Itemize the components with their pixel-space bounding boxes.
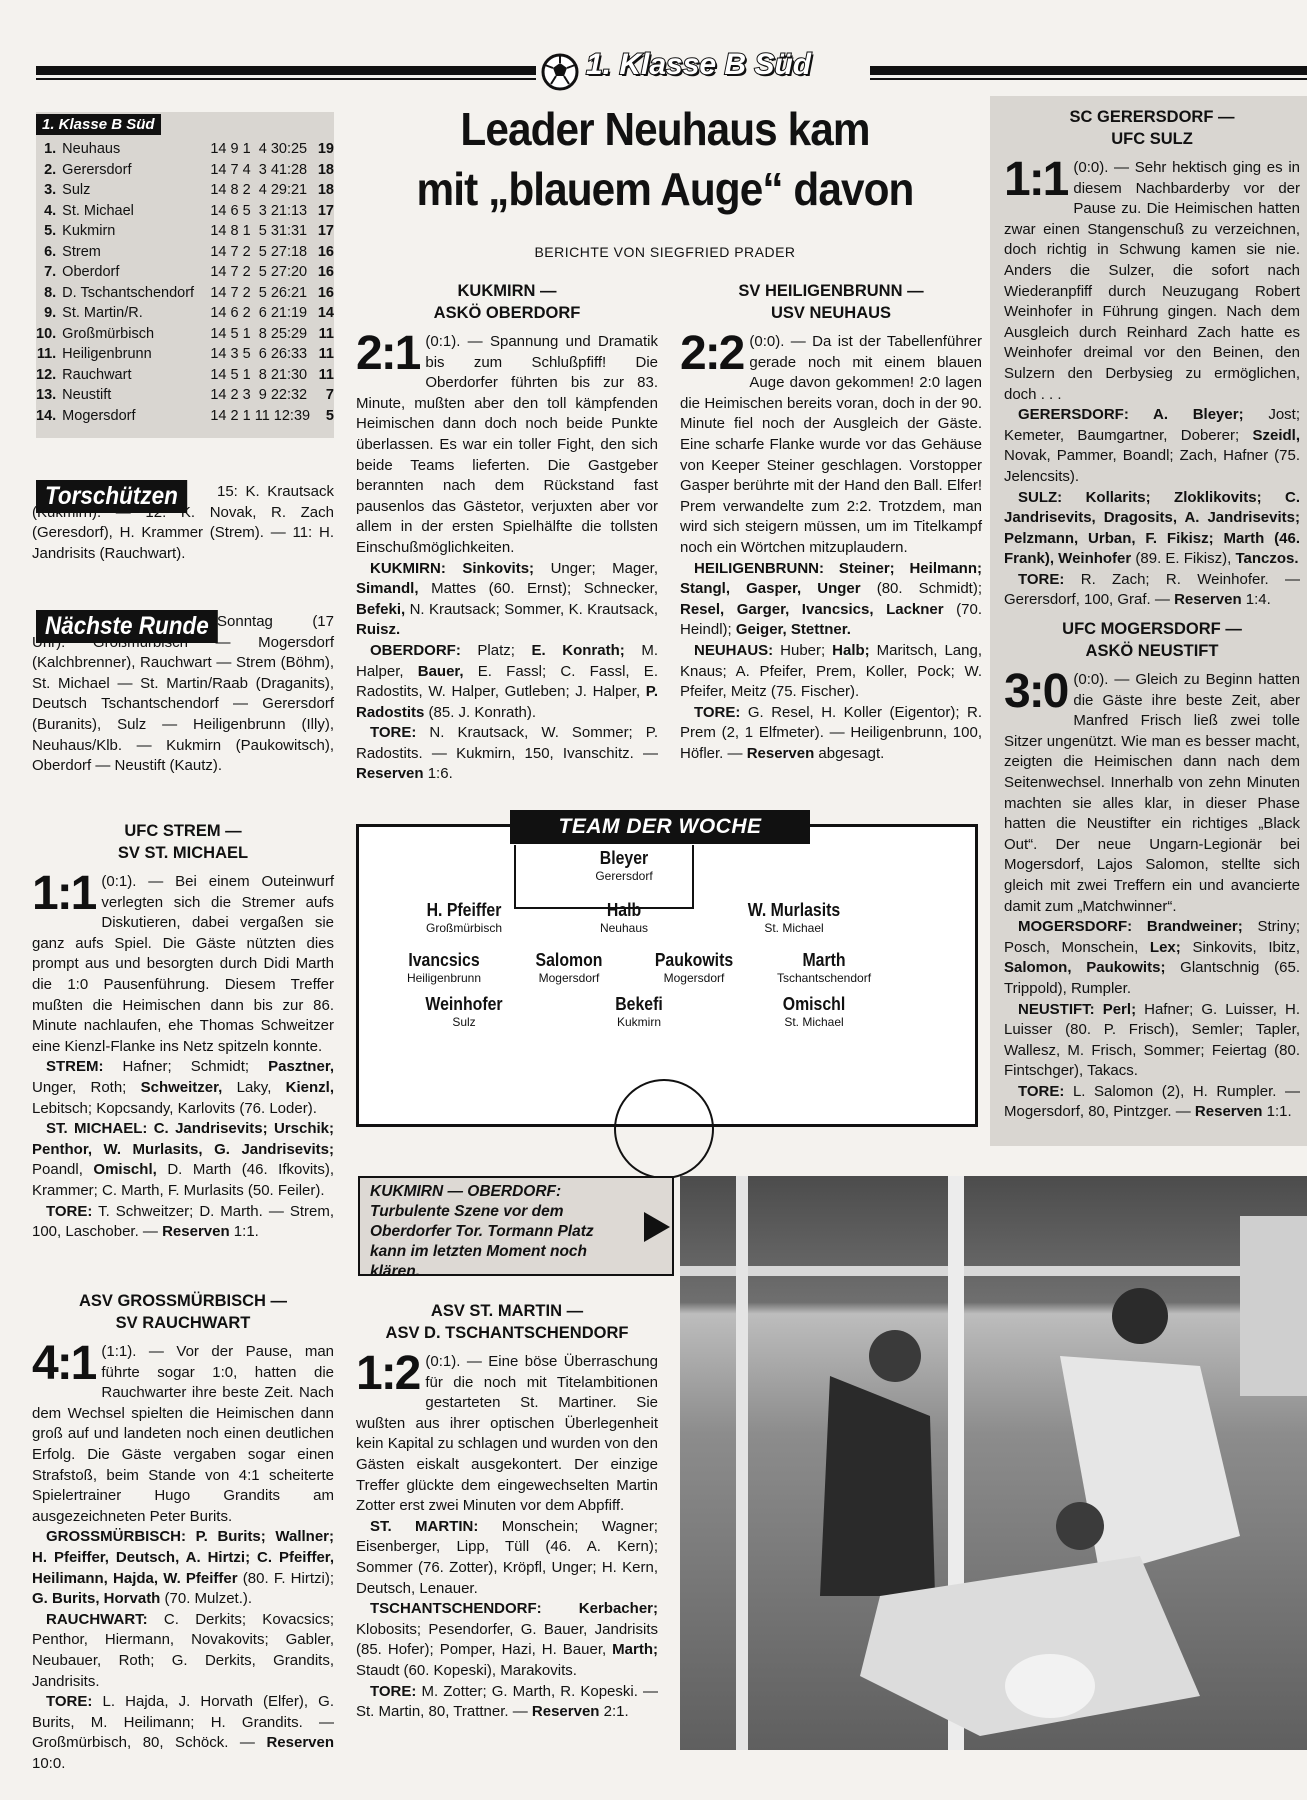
standings-row <box>36 201 334 222</box>
lineup-home: MOGERSDORF: Brandweiner; Striny; Posch, Monschein, Lex; Sinkovits, Ibitz, Salomon, Paukowits; Glantschnig (65. Trippold), Rumpler. <box>1004 918 1300 997</box>
report-text: (0:1). — Eine böse Überraschung für die noch mit Titelambitionen gestarteten St. Martiner. Sie wußten aus ihrer optischen Überlegenheit kein Kapital zu schlagen und wurden von den Gästen eiskalt ausgekontert. Der einzige Treffer glückte dem eingewechselten Martin Zotter erst zwei Minuten vor dem Abpfiff. <box>356 1353 658 1515</box>
standings-table <box>36 139 334 426</box>
standings-stats: 14 3 5 6 26:33 <box>210 346 308 363</box>
standings-rank: 9. <box>44 305 57 322</box>
player-club: Sulz <box>452 1015 476 1029</box>
match-title: KUKMIRN — ASKÖ OBERDORF <box>433 282 581 322</box>
lineup-home: ST. MARTIN: Monschein; Wagner; Eisenberger, Lipp, Tüll (46. A. Kern); Sommer (76. Zotter), Kröpfl, Unger; H. Kern, Deutsch, Lenauer. <box>356 1517 658 1597</box>
standings-stats: 14 6 5 3 21:13 <box>210 202 308 219</box>
match-photo-scene <box>680 1176 1307 1750</box>
standings-row <box>36 180 334 201</box>
photo-caption: KUKMIRN — OBERDORF: Turbulente Szene vor dem Oberdorfer Tor. Tormann Platz kann im letzten Moment noch klären. <box>358 1176 674 1276</box>
player-club: Tschantschendorf <box>776 971 872 985</box>
standings-row <box>36 406 334 427</box>
standings-rank: 8. <box>44 284 57 301</box>
standings-rank: 14. <box>36 407 57 424</box>
lineup-away: NEUSTIFT: Perl; Hafner; G. Luisser, H. Luisser (80. P. Frisch), Semler; Tapler, Wallesz, M. Frisch, Sommer; Feiertag (80. Fintschger), Takacs. <box>1004 1000 1300 1080</box>
standings-points: 18 <box>317 182 334 199</box>
standings-row <box>36 242 334 263</box>
match-title: UFC STREM — SV ST. MICHAEL <box>117 822 249 862</box>
headline <box>375 100 955 220</box>
player-name: Weinhofer <box>425 994 503 1014</box>
standings-team: Mogersdorf <box>62 407 136 424</box>
standings-points: 16 <box>317 264 334 281</box>
scorers-text: 15: K. Krautsack (Kukmirn). — 12: K. Novak, R. Zach (Geresdorf), H. Krammer (Strem). — 11: H. Jandrisits (Rauchwart). <box>32 483 334 562</box>
team-player <box>374 899 554 935</box>
standings-row <box>36 221 334 242</box>
standings-team: Gerersdorf <box>62 161 132 178</box>
byline: BERICHTE VON SIEGFRIED PRADER <box>534 244 796 260</box>
standings-team: Rauchwart <box>62 366 132 383</box>
player-name: Bekefi <box>615 994 663 1014</box>
lineup-away: RAUCHWART: C. Derkits; Kovacsics; Penthor, Hiermann, Novakovits; Gabler, Neubauer, Roth; G. Derkits, Grandits, Jandrisits. <box>32 1610 334 1690</box>
report-text: (1:1). — Vor der Pause, man führte sogar 1:0, hatten die Rauchwarter ihre beste Zeit. Nach dem Wechsel spielten die Heimischen dann groß auf und landeten noch einen deutlichen Erfolg. Die Gäste vergaben sogar einen Strafstoß, beim Stande von 4:1 scheiterte Spielertrainer Hugo Grandits am ausgezeichneten Peter Burits. <box>32 1343 334 1525</box>
standings-points: 11 <box>318 366 334 383</box>
team-of-week-title: TEAM DER WOCHE <box>510 810 810 844</box>
team-player <box>734 949 914 985</box>
standings-stats: 14 5 1 8 21:30 <box>210 366 308 383</box>
standings-row <box>36 160 334 181</box>
standings-points: 17 <box>317 202 334 219</box>
standings-rank: 7. <box>44 264 57 281</box>
player-club: Mogersdorf <box>663 971 725 985</box>
standings-rank: 6. <box>44 243 57 260</box>
standings-row <box>36 303 334 324</box>
report-text: (0:0). — Gleich zu Beginn hatten die Gäste ihre beste Zeit, aber Manfred Frisch ließ zwei tolle Sitzer ungenützt. Wie man es besser macht, zeigten die Heimischen dann nach dem Seitenwechsel. Innerhalb von zehn Minuten machten sie alles klar, in dieser Phase hatten die Neustifter ein richtiges „Black Out“. Der neue Ungarn-Legionär bei Mogersdorf, Lajos Salomon, stellte sich gleich mit zwei Treffern ein und avancierte damit zum „Matchwinner“. <box>1004 671 1300 915</box>
report-text: (0:0). — Da ist der Tabellenführer gerade noch mit einem blauen Auge davon gekommen! 2:0 lagen die Heimischen bereits voran, doch in der 90. Minute fiel noch der Ausgleich der Gäste. Eine scharfe Flanke wurde vor das Gehäuse von Keeper Steiner geschlagen. Vorstopper Gasper berührte mit der Hand den Ball. Elfer! Prem verwandelte zum 2:2. Trotzdem, man wird sich steigern müssen, um im Titelkampf noch ein Wörtchen mitzuplaudern. <box>680 333 982 556</box>
goals: TORE: L. Hajda, J. Horvath (Elfer), G. Burits, M. Heilimann; H. Grandits. — Großmürbisch, 80, Schöck. — Reserven 10:0. <box>32 1693 334 1772</box>
standings-points: 14 <box>317 305 334 322</box>
standings-team: Kukmirn <box>62 223 116 240</box>
standings-rank: 10. <box>36 325 57 342</box>
match-title: SC GERERSDORF — UFC SULZ <box>1069 108 1235 148</box>
standings-team: St. Michael <box>62 202 134 219</box>
lineup-home: STREM: Hafner; Schmidt; Pasztner, Unger, Roth; Schweitzer, Laky, Kienzl, Lebitsch; Kopcsandy, Karlovits (76. Loder). <box>32 1058 334 1117</box>
standings-stats: 14 7 2 5 27:20 <box>210 264 308 281</box>
standings-points: 17 <box>317 223 334 240</box>
standings-stats: 14 8 2 4 29:21 <box>210 182 308 199</box>
standings-stats: 14 6 2 6 21:19 <box>210 305 308 322</box>
team-player <box>534 899 714 935</box>
player-club: Großmürbisch <box>425 921 502 935</box>
standings-row <box>36 365 334 386</box>
lineup-home: KUKMIRN: Sinkovits; Unger; Mager, Simandl, Mattes (60. Ernst); Schnecker, Befeki, N. Krautsack; Sommer, K. Krautsack, Ruisz. <box>356 559 659 639</box>
lineup-away: ST. MICHAEL: C. Jandrisevits; Urschik; Penthor, W. Murlasits, G. Jandrisevits; Poandl, Omischl, D. Marth (46. Ifkovits), Krammer; C. Marth, F. Murlasits (50. Feiler). <box>32 1120 334 1199</box>
standings-stats: 14 7 4 3 41:28 <box>210 161 308 178</box>
goals: TORE: G. Resel, H. Koller (Eigentor); R. Prem (2, 1 Elfmeter). — Heiligenbrunn, 100, Höfler. — Reserven abgesagt. <box>680 703 982 762</box>
article-kukmirn <box>356 280 658 785</box>
lineup-home: GERERSDORF: A. Bleyer; Jost; Kemeter, Baumgartner, Doberer; Szeidl, Novak, Pammer, Boandl; Zach, Hafner (75. Jelencsits). <box>1004 406 1300 485</box>
standings-stats: 14 5 1 8 25:29 <box>210 325 308 342</box>
standings-team: St. Martin/R. <box>62 305 143 322</box>
standings-team: Heiligenbrunn <box>62 346 152 363</box>
standings-box <box>36 112 334 438</box>
headline-line1: Leader Neuhaus kam <box>460 103 870 155</box>
lineup-home: GROSSMÜRBISCH: P. Burits; Wallner; H. Pfeiffer, Deutsch, A. Hirtzi; C. Pfeiffer, Heilimann, Hajda, W. Pfeiffer (80. F. Hirtzi); G. Burits, Horvath (70. Mulzet.). <box>32 1528 335 1608</box>
soccer-ball-icon <box>540 52 580 92</box>
standings-row <box>36 385 334 406</box>
score: 3:0 <box>1004 665 1068 718</box>
standings-stats: 14 7 2 5 27:18 <box>210 243 308 260</box>
standings-stats: 14 8 1 5 31:31 <box>210 223 308 240</box>
match-photo <box>680 1176 1307 1750</box>
goals: TORE: T. Schweitzer; D. Marth. — Strem, 100, Laschober. — Reserven 1:1. <box>32 1202 334 1241</box>
lineup-away: OBERDORF: Platz; E. Konrath; M. Halper, Bauer, E. Fassl; C. Fassl, E. Radostits, W. Halper, Gutleben; J. Halper, P. Radostits (85. J. Konrath). <box>356 641 658 721</box>
lineup-away: SULZ: Kollarits; Zloklikovits; C. Jandrisevits, Dragosits, A. Jandrisevits; Pelzmann, Urban, F. Fikisz; Marth (46. Frank), Weinhofer (89. E. Fikisz), Tanczos. <box>1004 488 1300 568</box>
standings-team: D. Tschantschendorf <box>62 284 195 301</box>
standings-stats: 14 9 1 4 30:25 <box>210 141 308 158</box>
player-name: Halb <box>606 900 642 920</box>
score: 2:1 <box>356 327 420 380</box>
lineup-away: NEUHAUS: Huber; Halb; Maritsch, Lang, Knaus; A. Pfeifer, Prem, Koller, Pock; W. Pfeifer, Meitz (75. Fischer). <box>680 641 982 701</box>
standings-rank: 1. <box>44 141 57 158</box>
top-rule-left-thin <box>36 78 536 80</box>
player-name: Marth <box>802 950 846 970</box>
standings-stats: 14 7 2 5 26:21 <box>210 284 308 301</box>
article-heiligenbrunn <box>680 280 982 764</box>
standings-stats: 14 2 1 11 12:39 <box>210 407 311 424</box>
match-title: ASV GROSSMÜRBISCH — SV RAUCHWART <box>78 1292 288 1332</box>
team-player <box>549 993 729 1029</box>
lineup-away: TSCHANTSCHENDORF: Kerbacher; Klobosits; Pesendorfer, G. Bauer, Jandrisits (85. Hofer); Pomper, Hazi, H. Bauer, Marth; Staudt (60. Kopeski), Marakovits. <box>356 1600 658 1679</box>
score: 1:1 <box>1004 153 1068 206</box>
player-name: H. Pfeiffer <box>426 900 502 920</box>
player-club: Neuhaus <box>599 921 649 935</box>
article-mogersdorf <box>1004 618 1300 1123</box>
center-circle <box>614 1079 714 1179</box>
score: 2:2 <box>680 327 744 380</box>
player-club: St. Michael <box>784 1015 844 1029</box>
standings-team: Neustift <box>62 387 112 404</box>
score: 1:2 <box>356 1347 420 1400</box>
standings-points: 5 <box>325 407 334 424</box>
standings-rank: 4. <box>44 202 57 219</box>
score: 4:1 <box>32 1337 96 1390</box>
arrow-right-icon <box>642 1210 672 1244</box>
report-text: (0:1). — Spannung und Dramatik bis zum Schlußpfiff! Die Oberdorfer führten bis zur 83. Minute, mußten aber den toll kämpfenden Heimischen dann doch noch beide Punkte überlassen. Es war ein toller Fight, den sich beide Teams lieferten. Die Gastgeber berannten nach dem Rückstand fast pausenlos das Gästetor, verjuxten aber vor allem in der ersten Spielhälfte die tollsten Einschußmöglichkeiten. <box>356 333 658 556</box>
article-gerersdorf <box>1004 106 1300 611</box>
top-rule-right <box>870 66 1307 75</box>
standings-points: 7 <box>325 387 334 404</box>
headline-line2: mit „blauem Auge“ davon <box>416 162 914 215</box>
match-title: ASV ST. MARTIN — ASV D. TSCHANTSCHENDORF <box>385 1302 629 1342</box>
standings-team: Neuhaus <box>62 141 121 158</box>
standings-row <box>36 283 334 304</box>
player-club: Mogersdorf <box>538 971 600 985</box>
team-player <box>374 993 554 1029</box>
report-text: (0:0). — Sehr hektisch ging es in diesem Nachbarderby vor der Pause zu. Die Heimischen hatten zwar einen Stangenschuß zu verzeichnen, doch richtig in Schwung kamen sie nie. Anders die Sulzer, die sofort nach Wiederanpfiff durch Neuzugang Robert Weinhofer in Führung gingen. Nach dem Ausgleich durch Reinhard Zach hatte es Weinhofer dreimal vor den Beinen, den Sulzern den Derbysieg zu ermöglichen, doch . . . <box>1004 159 1300 403</box>
standings-rank: 12. <box>36 366 57 383</box>
goals: TORE: M. Zotter; G. Marth, R. Kopeski. — St. Martin, 80, Trattner. — Reserven 2:1. <box>356 1682 658 1721</box>
standings-team: Großmürbisch <box>62 325 155 342</box>
scorers-label: Torschützen <box>36 480 187 513</box>
standings-points: 11 <box>318 346 334 363</box>
team-player <box>534 847 714 883</box>
match-title: UFC MOGERSDORF — ASKÖ NEUSTIFT <box>1062 620 1242 660</box>
top-rule-right-thin <box>870 78 1307 80</box>
standings-stats: 14 2 3 9 22:32 <box>210 387 308 404</box>
player-club: Gerersdorf <box>595 869 653 883</box>
standings-row <box>36 344 334 365</box>
player-name: W. Murlasits <box>747 900 841 920</box>
goals: TORE: N. Krautsack, W. Sommer; P. Radostits. — Kukmirn, 150, Ivanschitz. — Reserven 1:6. <box>356 724 658 783</box>
next-round-label: Nächste Runde <box>36 610 218 643</box>
standings-points: 11 <box>318 325 334 342</box>
standings-points: 16 <box>317 284 334 301</box>
goals: TORE: R. Zach; R. Weinhofer. — Gerersdorf, 100, Graf. — Reserven 1:4. <box>1004 570 1300 609</box>
team-of-week-pitch <box>356 824 978 1127</box>
standings-rank: 3. <box>44 182 57 199</box>
goals: TORE: L. Salomon (2), H. Rumpler. — Mogersdorf, 80, Pintzger. — Reserven 1:1. <box>1004 1082 1300 1121</box>
player-name: Ivancsics <box>408 950 480 970</box>
player-name: Paukowits <box>654 950 734 970</box>
team-player <box>724 993 904 1029</box>
standings-row <box>36 139 334 160</box>
next-round-text: Sonntag (17 Uhr): Großmürbisch — Mogersdorf (Kalchbrenner), Rauchwart — Strem (Böhm), St. Michael — St. Martin/Raab (Draganits), Deutsch Tschantschendorf — Gerersdorf (Buranits), Sulz — Heiligenbrunn (Illy), Neuhaus/Klb. — Kukmirn (Paukowitsch), Oberdorf — Neustift (Kautz). <box>32 613 334 775</box>
standings-header: 1. Klasse B Süd <box>36 114 161 135</box>
section-title: 1. Klasse B Süd <box>586 48 812 81</box>
standings-team: Sulz <box>62 182 91 199</box>
standings-points: 18 <box>317 161 334 178</box>
article-grossmuerbisch <box>32 1290 334 1774</box>
player-club: Kukmirn <box>616 1015 661 1029</box>
score: 1:1 <box>32 867 96 920</box>
standings-rank: 2. <box>44 161 57 178</box>
player-name: Omischl <box>782 994 846 1014</box>
lineup-home: HEILIGENBRUNN: Steiner; Heilmann; Stangl, Gasper, Unger (80. Schmidt); Resel, Garger, Ivancsics, Lackner (70. Heindl); Geiger, Stettner. <box>680 559 982 639</box>
standings-rank: 13. <box>36 387 57 404</box>
player-club: Heiligenbrunn <box>406 971 482 985</box>
standings-team: Strem <box>62 243 101 260</box>
standings-row <box>36 262 334 283</box>
player-club: St. Michael <box>764 921 824 935</box>
team-player <box>704 899 884 935</box>
player-name: Salomon <box>535 950 603 970</box>
match-title: SV HEILIGENBRUNN — USV NEUHAUS <box>738 282 924 322</box>
player-name: Bleyer <box>599 848 649 868</box>
article-strem <box>32 820 334 1243</box>
article-stmartin <box>356 1300 658 1723</box>
standings-points: 19 <box>317 141 334 158</box>
standings-team: Oberdorf <box>62 264 120 281</box>
standings-rank: 5. <box>44 223 57 240</box>
standings-rank: 11. <box>36 346 57 363</box>
standings-row <box>36 324 334 345</box>
standings-points: 16 <box>317 243 334 260</box>
report-text: (0:1). — Bei einem Outeinwurf verlegten sich die Stremer aufs Diskutieren, dabei vergaßen sie ganz aufs Spiel. Die Gäste nützten dies prompt aus und besorgten durch Didi Marth die 1:0 Pausenführung. Diesem Treffer mußten die Heimischen dann bis zur 86. Minute nachlaufen, ehe Thomas Schweitzer eine Kienzl-Flanke ins Netz spitzeln konnte. <box>32 873 334 1055</box>
top-rule-left <box>36 66 536 75</box>
